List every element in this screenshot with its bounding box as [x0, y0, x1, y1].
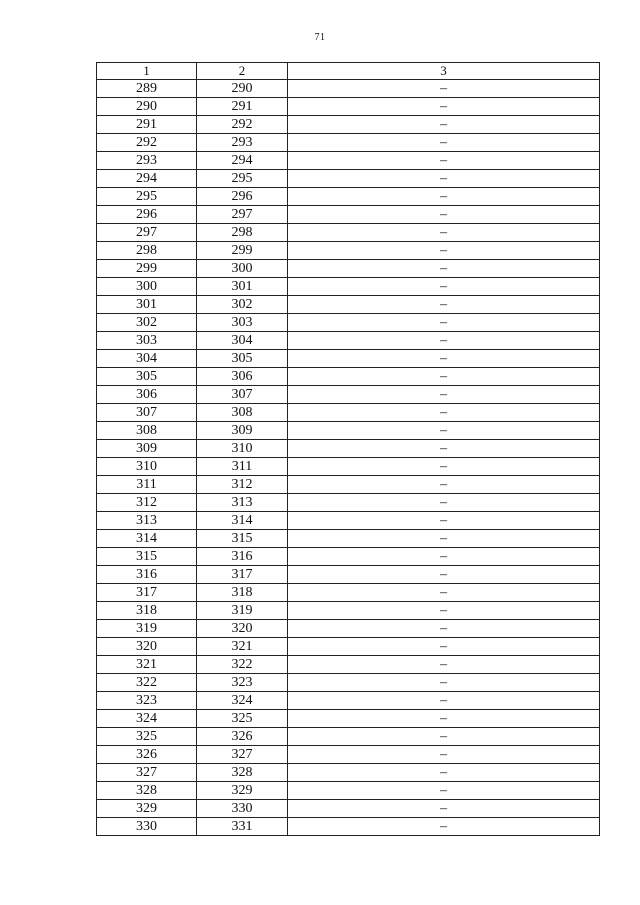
table-cell-col-1: 316 — [97, 566, 197, 584]
table-cell-col-1: 321 — [97, 656, 197, 674]
table-row — [97, 206, 600, 224]
table-cell-col-2: 305 — [197, 350, 288, 368]
table-cell-col-2: 293 — [197, 134, 288, 152]
table-row — [97, 314, 600, 332]
table-cell-col-1: 317 — [97, 584, 197, 602]
column-header-1: 1 — [97, 63, 197, 80]
table-cell-col-1: 330 — [97, 818, 197, 836]
table-row — [97, 818, 600, 836]
table-row — [97, 782, 600, 800]
table-row — [97, 260, 600, 278]
table-row — [97, 170, 600, 188]
table-cell-col-1: 312 — [97, 494, 197, 512]
table-row — [97, 422, 600, 440]
table-cell-col-2: 303 — [197, 314, 288, 332]
table-row — [97, 80, 600, 98]
table-row — [97, 350, 600, 368]
table-row — [97, 692, 600, 710]
table-cell-col-2: 327 — [197, 746, 288, 764]
table-cell-col-3: – — [288, 782, 600, 800]
table-row — [97, 602, 600, 620]
table-cell-col-2: 298 — [197, 224, 288, 242]
table-row — [97, 368, 600, 386]
table-cell-col-1: 293 — [97, 152, 197, 170]
table-cell-col-1: 303 — [97, 332, 197, 350]
table-cell-col-3: – — [288, 368, 600, 386]
table-row — [97, 620, 600, 638]
table-cell-col-2: 331 — [197, 818, 288, 836]
table-cell-col-2: 310 — [197, 440, 288, 458]
table-row — [97, 584, 600, 602]
table-cell-col-3: – — [288, 530, 600, 548]
table-cell-col-1: 301 — [97, 296, 197, 314]
table-row — [97, 242, 600, 260]
table-cell-col-2: 325 — [197, 710, 288, 728]
table-cell-col-3: – — [288, 476, 600, 494]
table-cell-col-3: – — [288, 242, 600, 260]
table-cell-col-3: – — [288, 548, 600, 566]
table-cell-col-1: 294 — [97, 170, 197, 188]
table-cell-col-3: – — [288, 818, 600, 836]
table-cell-col-2: 294 — [197, 152, 288, 170]
table-row — [97, 404, 600, 422]
table-row — [97, 296, 600, 314]
table-cell-col-2: 324 — [197, 692, 288, 710]
table-cell-col-2: 321 — [197, 638, 288, 656]
table-cell-col-1: 290 — [97, 98, 197, 116]
table-row — [97, 548, 600, 566]
table-cell-col-3: – — [288, 152, 600, 170]
table-cell-col-2: 306 — [197, 368, 288, 386]
table-cell-col-3: – — [288, 710, 600, 728]
table-row — [97, 566, 600, 584]
table-cell-col-1: 328 — [97, 782, 197, 800]
table-cell-col-2: 323 — [197, 674, 288, 692]
table-cell-col-1: 320 — [97, 638, 197, 656]
table-row — [97, 278, 600, 296]
table-cell-col-1: 291 — [97, 116, 197, 134]
table-row — [97, 674, 600, 692]
table-cell-col-2: 302 — [197, 296, 288, 314]
table-cell-col-1: 311 — [97, 476, 197, 494]
table-cell-col-3: – — [288, 116, 600, 134]
table-cell-col-3: – — [288, 80, 600, 98]
table-body — [97, 80, 600, 836]
table-row — [97, 746, 600, 764]
table-cell-col-2: 300 — [197, 260, 288, 278]
table-cell-col-2: 297 — [197, 206, 288, 224]
table-cell-col-3: – — [288, 170, 600, 188]
table-row — [97, 458, 600, 476]
table-cell-col-1: 326 — [97, 746, 197, 764]
table-cell-col-3: – — [288, 746, 600, 764]
table-cell-col-3: – — [288, 674, 600, 692]
table-cell-col-3: – — [288, 278, 600, 296]
table-cell-col-2: 296 — [197, 188, 288, 206]
table-cell-col-1: 304 — [97, 350, 197, 368]
table-cell-col-2: 295 — [197, 170, 288, 188]
table-cell-col-3: – — [288, 188, 600, 206]
table-cell-col-1: 295 — [97, 188, 197, 206]
column-header-2: 2 — [197, 63, 288, 80]
table-cell-col-2: 313 — [197, 494, 288, 512]
table-cell-col-2: 308 — [197, 404, 288, 422]
table-row — [97, 98, 600, 116]
table-cell-col-1: 302 — [97, 314, 197, 332]
table-row — [97, 332, 600, 350]
table-row — [97, 152, 600, 170]
table-cell-col-1: 300 — [97, 278, 197, 296]
table-cell-col-3: – — [288, 566, 600, 584]
table-row — [97, 764, 600, 782]
table-row — [97, 728, 600, 746]
table-cell-col-1: 309 — [97, 440, 197, 458]
table-cell-col-1: 305 — [97, 368, 197, 386]
header-row — [97, 63, 600, 80]
table-cell-col-3: – — [288, 440, 600, 458]
table-cell-col-1: 298 — [97, 242, 197, 260]
table-cell-col-3: – — [288, 602, 600, 620]
table-cell-col-1: 325 — [97, 728, 197, 746]
table-cell-col-3: – — [288, 206, 600, 224]
table-cell-col-1: 292 — [97, 134, 197, 152]
table-cell-col-1: 319 — [97, 620, 197, 638]
table-cell-col-2: 314 — [197, 512, 288, 530]
table-row — [97, 494, 600, 512]
table-cell-col-3: – — [288, 404, 600, 422]
table-row — [97, 530, 600, 548]
table-row — [97, 476, 600, 494]
table-row — [97, 710, 600, 728]
table-cell-col-1: 307 — [97, 404, 197, 422]
table-cell-col-3: – — [288, 422, 600, 440]
table-cell-col-2: 309 — [197, 422, 288, 440]
table-cell-col-1: 314 — [97, 530, 197, 548]
table-cell-col-2: 315 — [197, 530, 288, 548]
table-cell-col-1: 327 — [97, 764, 197, 782]
table-cell-col-3: – — [288, 296, 600, 314]
table-cell-col-1: 310 — [97, 458, 197, 476]
table-cell-col-2: 319 — [197, 602, 288, 620]
table-cell-col-3: – — [288, 98, 600, 116]
table-cell-col-1: 289 — [97, 80, 197, 98]
table-row — [97, 512, 600, 530]
table-cell-col-2: 320 — [197, 620, 288, 638]
table-row — [97, 656, 600, 674]
table-cell-col-1: 313 — [97, 512, 197, 530]
table-cell-col-3: – — [288, 332, 600, 350]
table-cell-col-3: – — [288, 314, 600, 332]
table-cell-col-2: 329 — [197, 782, 288, 800]
table-cell-col-2: 299 — [197, 242, 288, 260]
table-cell-col-3: – — [288, 386, 600, 404]
table-cell-col-2: 317 — [197, 566, 288, 584]
table-cell-col-2: 312 — [197, 476, 288, 494]
table-row — [97, 440, 600, 458]
table-cell-col-3: – — [288, 692, 600, 710]
table-row — [97, 638, 600, 656]
page-number: 71 — [314, 32, 326, 43]
table-cell-col-1: 296 — [97, 206, 197, 224]
table-cell-col-2: 318 — [197, 584, 288, 602]
table-header — [97, 63, 600, 80]
table-row — [97, 116, 600, 134]
table-cell-col-2: 328 — [197, 764, 288, 782]
table-cell-col-3: – — [288, 494, 600, 512]
table-cell-col-1: 308 — [97, 422, 197, 440]
table-cell-col-2: 304 — [197, 332, 288, 350]
table-cell-col-2: 326 — [197, 728, 288, 746]
table-cell-col-3: – — [288, 512, 600, 530]
table-row — [97, 800, 600, 818]
table-cell-col-1: 324 — [97, 710, 197, 728]
table-cell-col-2: 291 — [197, 98, 288, 116]
table-cell-col-3: – — [288, 260, 600, 278]
table-cell-col-1: 318 — [97, 602, 197, 620]
table-cell-col-2: 316 — [197, 548, 288, 566]
table-row — [97, 386, 600, 404]
table-cell-col-2: 322 — [197, 656, 288, 674]
table-cell-col-2: 292 — [197, 116, 288, 134]
table-cell-col-3: – — [288, 458, 600, 476]
table-cell-col-1: 323 — [97, 692, 197, 710]
table-cell-col-2: 311 — [197, 458, 288, 476]
table-cell-col-3: – — [288, 350, 600, 368]
table-cell-col-3: – — [288, 224, 600, 242]
table-cell-col-3: – — [288, 800, 600, 818]
table-row — [97, 188, 600, 206]
data-table — [96, 62, 600, 836]
table-cell-col-3: – — [288, 656, 600, 674]
column-header-3: 3 — [288, 63, 600, 80]
table-cell-col-1: 299 — [97, 260, 197, 278]
table-cell-col-3: – — [288, 728, 600, 746]
table-cell-col-3: – — [288, 584, 600, 602]
table-cell-col-1: 306 — [97, 386, 197, 404]
table-row — [97, 224, 600, 242]
table-cell-col-3: – — [288, 764, 600, 782]
table-cell-col-2: 307 — [197, 386, 288, 404]
table-cell-col-1: 315 — [97, 548, 197, 566]
table-cell-col-3: – — [288, 134, 600, 152]
table-cell-col-2: 301 — [197, 278, 288, 296]
table-cell-col-3: – — [288, 620, 600, 638]
table-cell-col-1: 322 — [97, 674, 197, 692]
table-cell-col-2: 290 — [197, 80, 288, 98]
table-row — [97, 134, 600, 152]
table-cell-col-3: – — [288, 638, 600, 656]
table-cell-col-1: 297 — [97, 224, 197, 242]
table-cell-col-1: 329 — [97, 800, 197, 818]
table-cell-col-2: 330 — [197, 800, 288, 818]
